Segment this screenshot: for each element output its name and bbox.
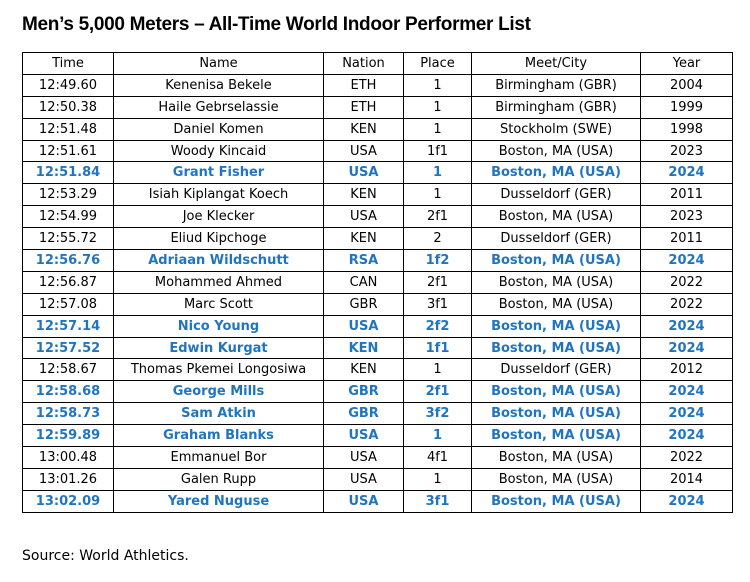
cell-meet-city: Boston, MA (USA): [472, 381, 641, 403]
column-header-year: Year: [641, 53, 733, 75]
cell-place: 3f1: [404, 490, 472, 512]
cell-meet-city: Stockholm (SWE): [472, 118, 641, 140]
cell-meet-city: Boston, MA (USA): [472, 468, 641, 490]
column-header-meet-city: Meet/City: [472, 53, 641, 75]
cell-place: 1: [404, 74, 472, 96]
cell-year: 2004: [641, 74, 733, 96]
cell-place: 4f1: [404, 447, 472, 469]
cell-nation: USA: [324, 468, 404, 490]
table-header-row: [23, 53, 733, 75]
cell-name: Yared Nuguse: [114, 490, 324, 512]
table-row: [23, 184, 733, 206]
table-row: [23, 381, 733, 403]
table-row: [23, 96, 733, 118]
page-title: Men’s 5,000 Meters – All-Time World Indoor Performer List: [22, 14, 531, 35]
cell-place: 2f1: [404, 381, 472, 403]
cell-year: 2024: [641, 162, 733, 184]
cell-time: 12:54.99: [23, 206, 114, 228]
cell-time: 12:51.61: [23, 140, 114, 162]
cell-meet-city: Boston, MA (USA): [472, 206, 641, 228]
cell-name: Eliud Kipchoge: [114, 228, 324, 250]
cell-nation: GBR: [324, 381, 404, 403]
cell-year: 2023: [641, 140, 733, 162]
cell-meet-city: Boston, MA (USA): [472, 447, 641, 469]
cell-nation: USA: [324, 315, 404, 337]
cell-meet-city: Boston, MA (USA): [472, 337, 641, 359]
cell-name: Emmanuel Bor: [114, 447, 324, 469]
cell-meet-city: Boston, MA (USA): [472, 293, 641, 315]
performer-table: [22, 52, 733, 513]
cell-nation: KEN: [324, 337, 404, 359]
cell-place: 1f2: [404, 250, 472, 272]
table-row: [23, 206, 733, 228]
cell-year: 2024: [641, 403, 733, 425]
table-row: [23, 271, 733, 293]
column-header-nation: Nation: [324, 53, 404, 75]
cell-time: 12:57.08: [23, 293, 114, 315]
cell-name: Mohammed Ahmed: [114, 271, 324, 293]
cell-name: Sam Atkin: [114, 403, 324, 425]
table-row: [23, 250, 733, 272]
cell-nation: KEN: [324, 359, 404, 381]
cell-time: 12:56.76: [23, 250, 114, 272]
table-row: [23, 315, 733, 337]
cell-place: 1f1: [404, 337, 472, 359]
cell-year: 2024: [641, 315, 733, 337]
cell-time: 13:01.26: [23, 468, 114, 490]
table-row: [23, 293, 733, 315]
cell-meet-city: Boston, MA (USA): [472, 162, 641, 184]
cell-name: Thomas Pkemei Longosiwa: [114, 359, 324, 381]
cell-nation: ETH: [324, 96, 404, 118]
cell-name: Woody Kincaid: [114, 140, 324, 162]
cell-nation: USA: [324, 206, 404, 228]
cell-place: 1f1: [404, 140, 472, 162]
cell-place: 1: [404, 96, 472, 118]
cell-year: 1998: [641, 118, 733, 140]
cell-meet-city: Birmingham (GBR): [472, 74, 641, 96]
cell-place: 1: [404, 118, 472, 140]
cell-nation: RSA: [324, 250, 404, 272]
cell-year: 2024: [641, 250, 733, 272]
cell-nation: USA: [324, 447, 404, 469]
table-body: [23, 74, 733, 512]
cell-meet-city: Boston, MA (USA): [472, 403, 641, 425]
cell-place: 1: [404, 184, 472, 206]
table-row: [23, 228, 733, 250]
cell-name: Nico Young: [114, 315, 324, 337]
cell-nation: USA: [324, 140, 404, 162]
cell-name: Edwin Kurgat: [114, 337, 324, 359]
cell-meet-city: Boston, MA (USA): [472, 315, 641, 337]
table-row: [23, 140, 733, 162]
cell-nation: ETH: [324, 74, 404, 96]
cell-year: 2023: [641, 206, 733, 228]
cell-nation: KEN: [324, 184, 404, 206]
table-row: [23, 490, 733, 512]
cell-time: 12:55.72: [23, 228, 114, 250]
cell-name: George Mills: [114, 381, 324, 403]
cell-meet-city: Boston, MA (USA): [472, 140, 641, 162]
cell-year: 2012: [641, 359, 733, 381]
cell-name: Galen Rupp: [114, 468, 324, 490]
cell-year: 2022: [641, 447, 733, 469]
column-header-place: Place: [404, 53, 472, 75]
cell-nation: USA: [324, 162, 404, 184]
cell-time: 12:49.60: [23, 74, 114, 96]
cell-year: 2022: [641, 293, 733, 315]
table-row: [23, 425, 733, 447]
cell-meet-city: Dusseldorf (GER): [472, 359, 641, 381]
cell-name: Daniel Komen: [114, 118, 324, 140]
cell-meet-city: Boston, MA (USA): [472, 425, 641, 447]
cell-year: 2024: [641, 490, 733, 512]
cell-year: 2011: [641, 184, 733, 206]
cell-time: 12:56.87: [23, 271, 114, 293]
cell-meet-city: Boston, MA (USA): [472, 490, 641, 512]
cell-place: 1: [404, 468, 472, 490]
cell-time: 12:59.89: [23, 425, 114, 447]
cell-name: Graham Blanks: [114, 425, 324, 447]
table-row: [23, 162, 733, 184]
cell-name: Grant Fisher: [114, 162, 324, 184]
cell-time: 12:58.73: [23, 403, 114, 425]
cell-place: 3f2: [404, 403, 472, 425]
cell-place: 3f1: [404, 293, 472, 315]
cell-year: 1999: [641, 96, 733, 118]
cell-time: 12:58.68: [23, 381, 114, 403]
cell-time: 12:53.29: [23, 184, 114, 206]
cell-year: 2024: [641, 381, 733, 403]
cell-nation: GBR: [324, 293, 404, 315]
table-row: [23, 468, 733, 490]
table-row: [23, 359, 733, 381]
cell-time: 12:51.48: [23, 118, 114, 140]
cell-name: Adriaan Wildschutt: [114, 250, 324, 272]
cell-time: 12:57.52: [23, 337, 114, 359]
cell-year: 2024: [641, 337, 733, 359]
cell-meet-city: Boston, MA (USA): [472, 271, 641, 293]
cell-place: 1: [404, 359, 472, 381]
cell-nation: GBR: [324, 403, 404, 425]
cell-place: 1: [404, 425, 472, 447]
cell-time: 12:50.38: [23, 96, 114, 118]
cell-time: 13:02.09: [23, 490, 114, 512]
cell-nation: USA: [324, 425, 404, 447]
cell-place: 2f2: [404, 315, 472, 337]
cell-name: Haile Gebrselassie: [114, 96, 324, 118]
cell-time: 12:51.84: [23, 162, 114, 184]
cell-place: 2f1: [404, 271, 472, 293]
cell-name: Kenenisa Bekele: [114, 74, 324, 96]
table-row: [23, 337, 733, 359]
cell-place: 2: [404, 228, 472, 250]
table-row: [23, 447, 733, 469]
column-header-name: Name: [114, 53, 324, 75]
cell-name: Marc Scott: [114, 293, 324, 315]
cell-meet-city: Boston, MA (USA): [472, 250, 641, 272]
cell-year: 2022: [641, 271, 733, 293]
table-row: [23, 118, 733, 140]
cell-time: 12:58.67: [23, 359, 114, 381]
cell-nation: KEN: [324, 228, 404, 250]
cell-meet-city: Dusseldorf (GER): [472, 228, 641, 250]
cell-place: 1: [404, 162, 472, 184]
source-note: Source: World Athletics.: [22, 548, 189, 564]
cell-name: Joe Klecker: [114, 206, 324, 228]
cell-name: Isiah Kiplangat Koech: [114, 184, 324, 206]
column-header-time: Time: [23, 53, 114, 75]
cell-meet-city: Dusseldorf (GER): [472, 184, 641, 206]
table-row: [23, 403, 733, 425]
cell-time: 13:00.48: [23, 447, 114, 469]
cell-year: 2014: [641, 468, 733, 490]
cell-time: 12:57.14: [23, 315, 114, 337]
cell-meet-city: Birmingham (GBR): [472, 96, 641, 118]
cell-year: 2011: [641, 228, 733, 250]
cell-nation: KEN: [324, 118, 404, 140]
cell-place: 2f1: [404, 206, 472, 228]
cell-nation: CAN: [324, 271, 404, 293]
cell-year: 2024: [641, 425, 733, 447]
table-row: [23, 74, 733, 96]
cell-nation: USA: [324, 490, 404, 512]
